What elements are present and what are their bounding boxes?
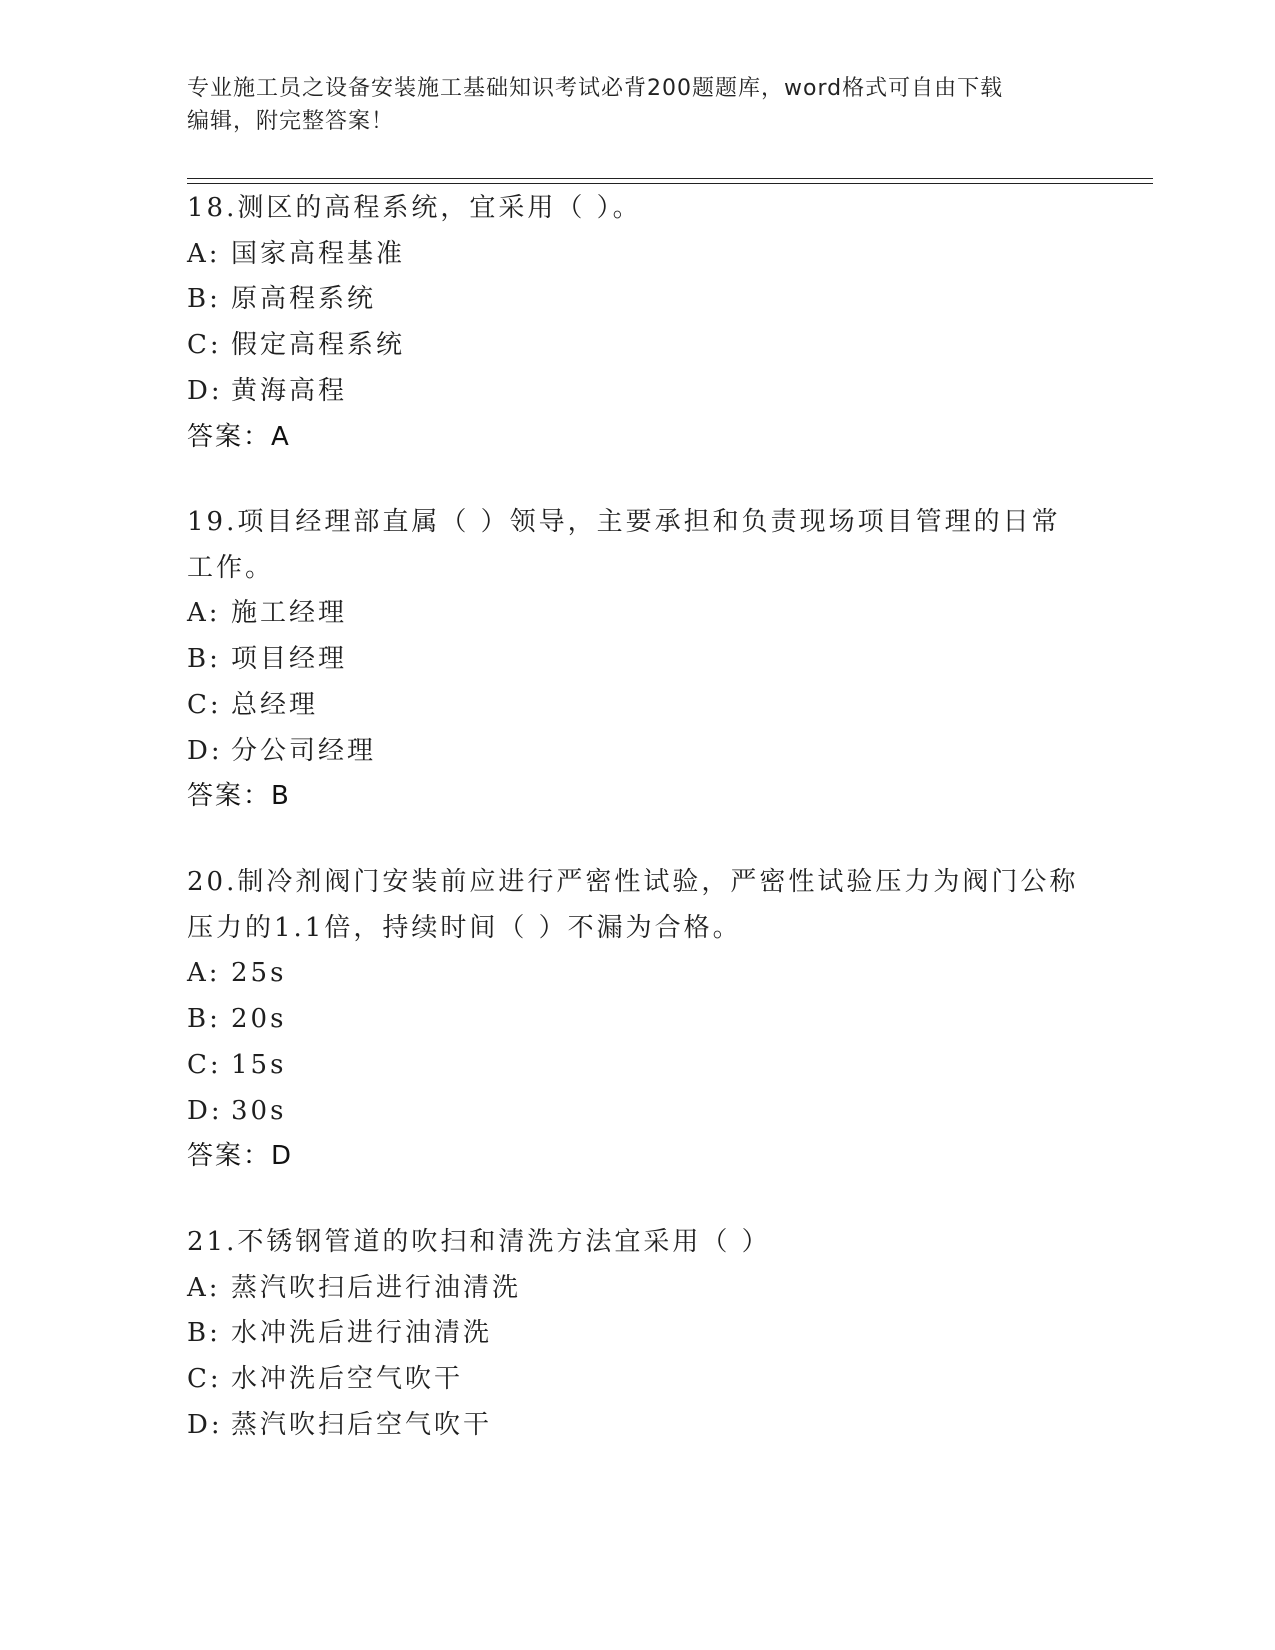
option-key: A: xyxy=(187,598,221,629)
question-21 xyxy=(187,1220,1087,1449)
option-b xyxy=(187,1311,1087,1357)
option-key: C: xyxy=(187,689,222,720)
option-text: 蒸汽吹扫后空气吹干 xyxy=(231,1409,493,1440)
option-text: 20s xyxy=(231,1004,287,1035)
option-a xyxy=(187,232,1087,278)
option-d xyxy=(187,729,1087,775)
header-line-1: 专业施工员之设备安装施工基础知识考试必背200题题库，word格式可自由下载 xyxy=(187,76,1004,101)
option-a xyxy=(187,951,1087,997)
option-key: B: xyxy=(187,1004,221,1035)
answer: 答案：B xyxy=(187,781,291,812)
answer: 答案：D xyxy=(187,1141,294,1172)
option-key: C: xyxy=(187,1364,222,1395)
option-d xyxy=(187,1089,1087,1135)
question-text-line-2: 工作。 xyxy=(187,552,275,583)
answer: 答案：A xyxy=(187,421,291,452)
question-19 xyxy=(187,500,1087,820)
question-text-line-1: 20.制冷剂阀门安装前应进行严密性试验，严密性试验压力为阀门公称 xyxy=(187,867,1079,897)
option-key: A: xyxy=(187,238,221,269)
option-text: 项目经理 xyxy=(231,644,348,675)
option-key: B: xyxy=(187,644,221,675)
option-text: 水冲洗后空气吹干 xyxy=(231,1364,464,1395)
question-text: 21.不锈钢管道的吹扫和清洗方法宜采用（ ） xyxy=(187,1227,771,1257)
option-text: 国家高程基准 xyxy=(231,238,406,269)
option-key: A: xyxy=(187,1272,221,1303)
option-text: 总经理 xyxy=(231,689,319,720)
option-text: 原高程系统 xyxy=(231,284,377,315)
option-d xyxy=(187,1403,1087,1449)
option-text: 蒸汽吹扫后进行油清洗 xyxy=(231,1272,522,1303)
option-c xyxy=(187,1043,1087,1089)
option-a xyxy=(187,1266,1087,1312)
option-key: D: xyxy=(187,1095,223,1126)
question-text-line-2: 压力的1.1倍，持续时间（ ）不漏为合格。 xyxy=(187,912,742,943)
option-text: 30s xyxy=(231,1095,287,1126)
option-b xyxy=(187,997,1087,1043)
option-text: 假定高程系统 xyxy=(231,330,406,361)
option-key: C: xyxy=(187,1049,222,1080)
question-text-line-1: 19.项目经理部直属（ ）领导，主要承担和负责现场项目管理的日常 xyxy=(187,507,1061,537)
option-key: D: xyxy=(187,735,223,766)
header-divider-top xyxy=(187,178,1153,179)
option-text: 25s xyxy=(231,958,287,989)
option-key: C: xyxy=(187,330,222,361)
option-key: B: xyxy=(187,1318,221,1349)
option-c xyxy=(187,1357,1087,1403)
option-text: 15s xyxy=(231,1049,287,1080)
header-line-2: 编辑，附完整答案！ xyxy=(187,109,395,134)
question-20 xyxy=(187,860,1087,1180)
question-18 xyxy=(187,186,1087,460)
option-b xyxy=(187,277,1087,323)
option-c xyxy=(187,683,1087,729)
option-key: A: xyxy=(187,958,221,989)
option-text: 分公司经理 xyxy=(231,735,377,766)
option-b xyxy=(187,637,1087,683)
option-a xyxy=(187,591,1087,637)
option-text: 黄海高程 xyxy=(231,375,348,406)
option-key: D: xyxy=(187,1409,223,1440)
document-header xyxy=(187,72,1067,138)
header-divider-bottom xyxy=(187,183,1153,184)
option-key: B: xyxy=(187,284,221,315)
option-text: 施工经理 xyxy=(231,598,348,629)
option-c xyxy=(187,323,1087,369)
question-text: 18.测区的高程系统，宜采用（ ）。 xyxy=(187,193,642,223)
option-d xyxy=(187,369,1087,415)
option-key: D: xyxy=(187,375,223,406)
option-text: 水冲洗后进行油清洗 xyxy=(231,1318,493,1349)
